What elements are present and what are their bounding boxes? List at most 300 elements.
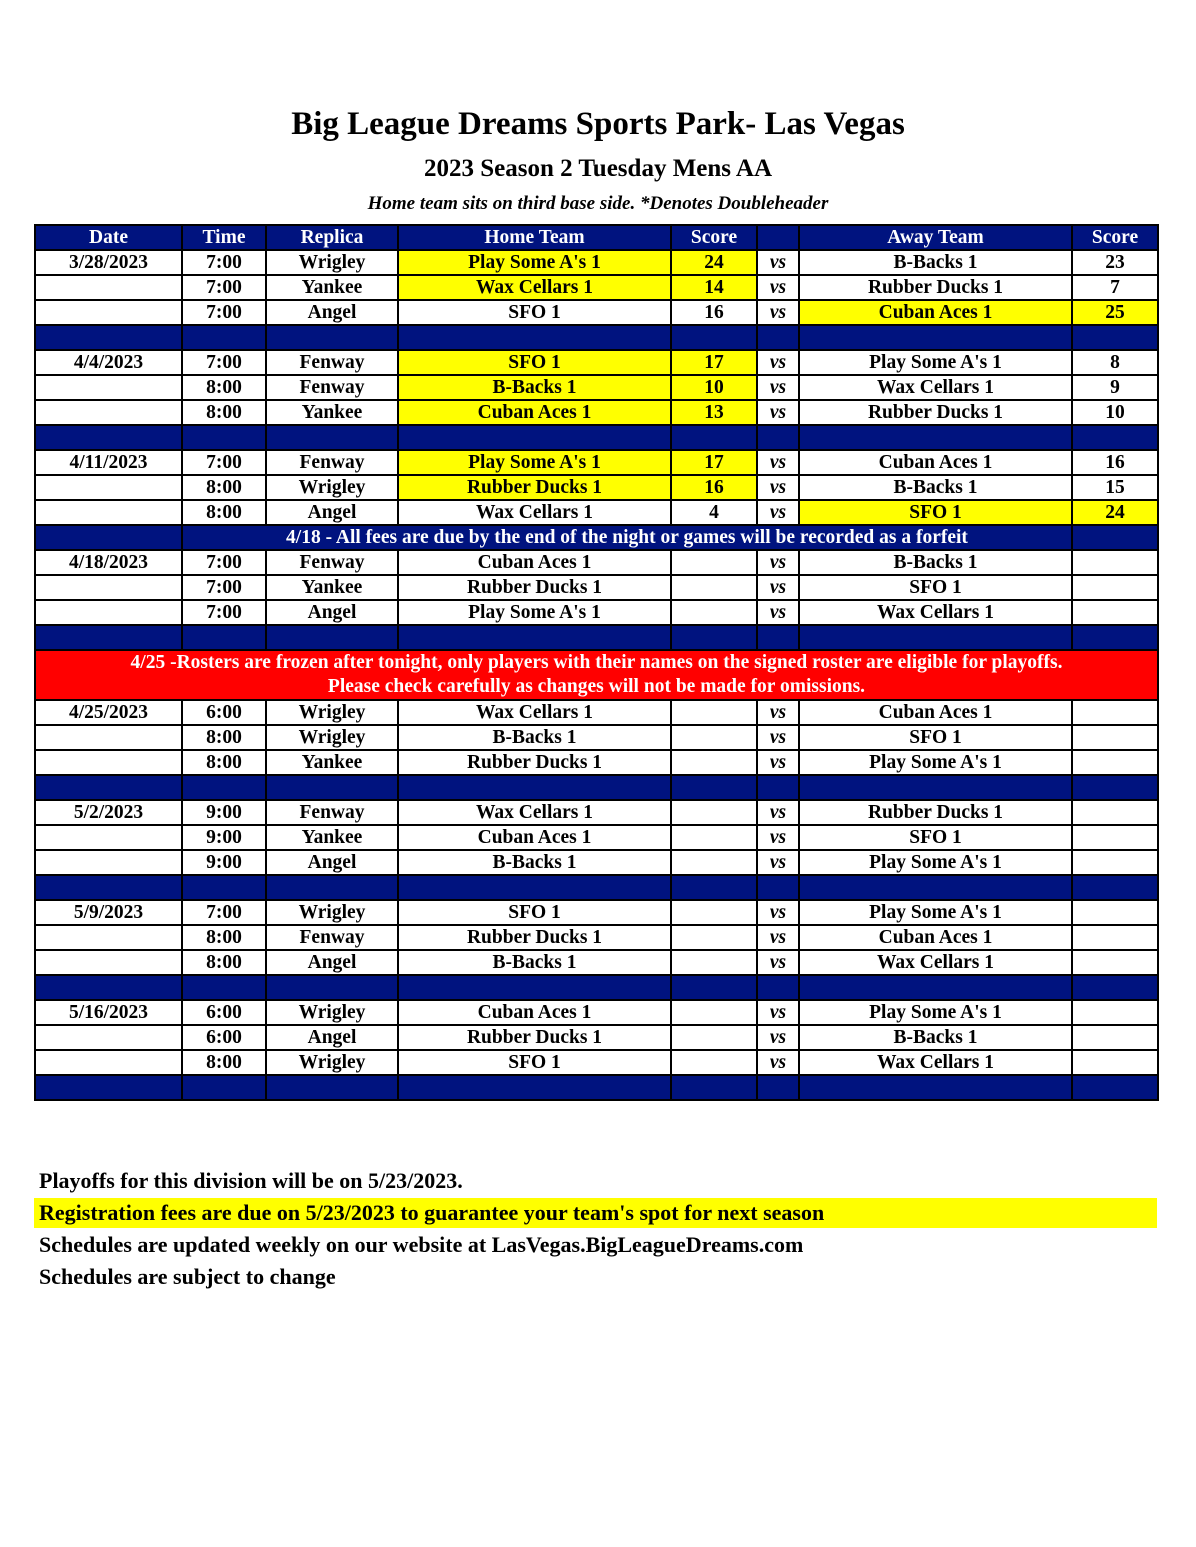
- separator-cell: [671, 425, 757, 450]
- vs-label: vs: [757, 700, 799, 725]
- away-team: Play Some A's 1: [799, 750, 1072, 775]
- game-date: 5/16/2023: [35, 1000, 182, 1025]
- away-score: [1072, 1050, 1158, 1075]
- game-time: 8:00: [182, 750, 266, 775]
- game-replica: Fenway: [266, 800, 398, 825]
- vs-label: vs: [757, 950, 799, 975]
- separator-cell: [266, 875, 398, 900]
- home-score: [671, 600, 757, 625]
- game-time: 9:00: [182, 800, 266, 825]
- game-date: [35, 750, 182, 775]
- game-row: [35, 350, 1158, 375]
- away-team: SFO 1: [799, 500, 1072, 525]
- game-row: [35, 400, 1158, 425]
- game-replica: Wrigley: [266, 700, 398, 725]
- away-score: [1072, 925, 1158, 950]
- col-home-team: Home Team: [398, 225, 671, 250]
- game-row: [35, 900, 1158, 925]
- vs-label: vs: [757, 1025, 799, 1050]
- game-row: [35, 950, 1158, 975]
- away-team: Rubber Ducks 1: [799, 400, 1072, 425]
- away-team: B-Backs 1: [799, 550, 1072, 575]
- game-time: 7:00: [182, 550, 266, 575]
- col-home-score: Score: [671, 225, 757, 250]
- game-row: [35, 250, 1158, 275]
- separator-cell: [398, 625, 671, 650]
- home-score: [671, 1025, 757, 1050]
- game-date: [35, 825, 182, 850]
- away-score: 16: [1072, 450, 1158, 475]
- notice-text: 4/18 - All fees are due by the end of the night or games will be recorded as a forfeit: [182, 525, 1072, 550]
- col-date: Date: [35, 225, 182, 250]
- vs-label: vs: [757, 500, 799, 525]
- game-time: 8:00: [182, 950, 266, 975]
- game-date: [35, 600, 182, 625]
- home-score: [671, 900, 757, 925]
- game-row: [35, 800, 1158, 825]
- home-score: 24: [671, 250, 757, 275]
- away-score: 25: [1072, 300, 1158, 325]
- game-replica: Wrigley: [266, 1000, 398, 1025]
- vs-label: vs: [757, 400, 799, 425]
- separator-cell: [1072, 775, 1158, 800]
- game-row: [35, 475, 1158, 500]
- home-score: [671, 1050, 757, 1075]
- home-team: Wax Cellars 1: [398, 700, 671, 725]
- separator-row: [35, 775, 1158, 800]
- game-replica: Wrigley: [266, 250, 398, 275]
- home-team: Cuban Aces 1: [398, 400, 671, 425]
- game-row: [35, 375, 1158, 400]
- game-date: 4/25/2023: [35, 700, 182, 725]
- away-score: [1072, 900, 1158, 925]
- game-row: [35, 600, 1158, 625]
- separator-cell: [757, 325, 799, 350]
- separator-cell: [671, 1075, 757, 1100]
- home-score: [671, 800, 757, 825]
- game-time: 8:00: [182, 1050, 266, 1075]
- away-score: 24: [1072, 500, 1158, 525]
- game-replica: Fenway: [266, 375, 398, 400]
- separator-row: [35, 1075, 1158, 1100]
- separator-cell: [799, 625, 1072, 650]
- home-team: SFO 1: [398, 1050, 671, 1075]
- game-date: [35, 475, 182, 500]
- separator-cell: [398, 975, 671, 1000]
- home-team: Wax Cellars 1: [398, 800, 671, 825]
- away-score: 9: [1072, 375, 1158, 400]
- game-replica: Wrigley: [266, 1050, 398, 1075]
- away-team: Play Some A's 1: [799, 350, 1072, 375]
- separator-cell: [35, 975, 182, 1000]
- separator-cell: [671, 325, 757, 350]
- game-row: [35, 550, 1158, 575]
- game-replica: Angel: [266, 600, 398, 625]
- game-replica: Angel: [266, 850, 398, 875]
- game-date: [35, 1050, 182, 1075]
- game-replica: Fenway: [266, 925, 398, 950]
- separator-cell: [799, 875, 1072, 900]
- game-row: [35, 750, 1158, 775]
- alert-row: [35, 650, 1158, 700]
- home-score: 4: [671, 500, 757, 525]
- game-date: [35, 725, 182, 750]
- away-score: 10: [1072, 400, 1158, 425]
- vs-label: vs: [757, 575, 799, 600]
- home-score: [671, 850, 757, 875]
- game-date: 4/18/2023: [35, 550, 182, 575]
- separator-cell: [757, 1075, 799, 1100]
- away-team: Wax Cellars 1: [799, 950, 1072, 975]
- game-replica: Angel: [266, 300, 398, 325]
- game-row: [35, 1050, 1158, 1075]
- separator-cell: [182, 325, 266, 350]
- game-replica: Fenway: [266, 550, 398, 575]
- away-score: [1072, 1000, 1158, 1025]
- separator-cell: [757, 875, 799, 900]
- separator-cell: [799, 975, 1072, 1000]
- game-time: 8:00: [182, 725, 266, 750]
- away-team: Wax Cellars 1: [799, 1050, 1072, 1075]
- game-date: [35, 850, 182, 875]
- away-score: [1072, 950, 1158, 975]
- separator-cell: [757, 625, 799, 650]
- game-time: 6:00: [182, 1025, 266, 1050]
- vs-label: vs: [757, 925, 799, 950]
- vs-label: vs: [757, 550, 799, 575]
- game-time: 7:00: [182, 250, 266, 275]
- away-team: Cuban Aces 1: [799, 700, 1072, 725]
- game-time: 9:00: [182, 850, 266, 875]
- game-date: [35, 275, 182, 300]
- separator-cell: [671, 625, 757, 650]
- registration-note: Registration fees are due on 5/23/2023 to guarantee your team's spot for next season: [34, 1198, 1157, 1228]
- game-row: [35, 700, 1158, 725]
- home-team: Rubber Ducks 1: [398, 475, 671, 500]
- separator-cell: [35, 875, 182, 900]
- roster-alert-line-2: Please check carefully as changes will not be made for omissions.: [327, 676, 866, 697]
- separator-cell: [182, 1075, 266, 1100]
- schedule-body: [35, 250, 1158, 1100]
- home-team: SFO 1: [398, 350, 671, 375]
- game-replica: Angel: [266, 500, 398, 525]
- separator-cell: [398, 1075, 671, 1100]
- game-time: 7:00: [182, 600, 266, 625]
- away-score: 15: [1072, 475, 1158, 500]
- separator-row: [35, 625, 1158, 650]
- away-score: [1072, 800, 1158, 825]
- separator-cell: [1072, 625, 1158, 650]
- game-time: 7:00: [182, 275, 266, 300]
- home-team: Wax Cellars 1: [398, 275, 671, 300]
- game-date: [35, 1025, 182, 1050]
- website-note: Schedules are updated weekly on our website at LasVegas.BigLeagueDreams.com: [39, 1232, 804, 1257]
- separator-cell: [671, 875, 757, 900]
- vs-label: vs: [757, 1050, 799, 1075]
- roster-alert-line-1: 4/25 -Rosters are frozen after tonight, only players with their names on the signed roster are eligible for playoffs.: [130, 652, 1063, 673]
- vs-label: vs: [757, 800, 799, 825]
- away-score: 23: [1072, 250, 1158, 275]
- separator-cell: [182, 625, 266, 650]
- vs-label: vs: [757, 300, 799, 325]
- separator-cell: [799, 325, 1072, 350]
- separator-cell: [671, 775, 757, 800]
- separator-cell: [35, 775, 182, 800]
- away-team: B-Backs 1: [799, 1025, 1072, 1050]
- away-score: [1072, 725, 1158, 750]
- separator-row: [35, 875, 1158, 900]
- separator-cell: [35, 325, 182, 350]
- away-score: [1072, 750, 1158, 775]
- home-team: Wax Cellars 1: [398, 500, 671, 525]
- home-team: Cuban Aces 1: [398, 825, 671, 850]
- separator-cell: [1072, 875, 1158, 900]
- home-team: Rubber Ducks 1: [398, 1025, 671, 1050]
- away-team: Rubber Ducks 1: [799, 275, 1072, 300]
- away-team: Rubber Ducks 1: [799, 800, 1072, 825]
- notice-row: [35, 525, 1158, 550]
- home-team: Cuban Aces 1: [398, 1000, 671, 1025]
- home-team: SFO 1: [398, 900, 671, 925]
- separator-cell: [799, 1075, 1072, 1100]
- game-row: [35, 825, 1158, 850]
- home-score: [671, 950, 757, 975]
- page-subtitle: 2023 Season 2 Tuesday Mens AA: [424, 155, 772, 182]
- notice-cell: [1072, 525, 1158, 550]
- header-row: [35, 225, 1158, 250]
- away-score: 8: [1072, 350, 1158, 375]
- game-replica: Yankee: [266, 750, 398, 775]
- home-score: [671, 575, 757, 600]
- separator-cell: [266, 775, 398, 800]
- away-team: B-Backs 1: [799, 250, 1072, 275]
- away-team: Play Some A's 1: [799, 850, 1072, 875]
- game-row: [35, 500, 1158, 525]
- game-replica: Angel: [266, 950, 398, 975]
- separator-cell: [757, 975, 799, 1000]
- game-date: [35, 950, 182, 975]
- game-row: [35, 1000, 1158, 1025]
- col-replica: Replica: [266, 225, 398, 250]
- home-score: 17: [671, 450, 757, 475]
- home-score: [671, 550, 757, 575]
- home-team: Play Some A's 1: [398, 600, 671, 625]
- home-team: SFO 1: [398, 300, 671, 325]
- playoffs-note: Playoffs for this division will be on 5/23/2023.: [39, 1168, 463, 1193]
- roster-alert: [35, 650, 1158, 700]
- game-replica: Wrigley: [266, 725, 398, 750]
- game-time: 8:00: [182, 475, 266, 500]
- separator-cell: [182, 775, 266, 800]
- game-time: 7:00: [182, 450, 266, 475]
- separator-cell: [799, 775, 1072, 800]
- separator-cell: [182, 875, 266, 900]
- home-score: 16: [671, 300, 757, 325]
- home-score: [671, 725, 757, 750]
- game-replica: Wrigley: [266, 475, 398, 500]
- away-team: Wax Cellars 1: [799, 375, 1072, 400]
- separator-cell: [757, 775, 799, 800]
- vs-label: vs: [757, 1000, 799, 1025]
- game-row: [35, 275, 1158, 300]
- separator-cell: [1072, 425, 1158, 450]
- game-row: [35, 725, 1158, 750]
- vs-label: vs: [757, 475, 799, 500]
- vs-label: vs: [757, 900, 799, 925]
- change-note: Schedules are subject to change: [39, 1264, 336, 1289]
- game-time: 7:00: [182, 900, 266, 925]
- home-score: 10: [671, 375, 757, 400]
- away-score: [1072, 825, 1158, 850]
- game-row: [35, 850, 1158, 875]
- away-team: Cuban Aces 1: [799, 450, 1072, 475]
- vs-label: vs: [757, 750, 799, 775]
- away-score: [1072, 600, 1158, 625]
- game-replica: Yankee: [266, 575, 398, 600]
- away-score: 7: [1072, 275, 1158, 300]
- separator-cell: [266, 325, 398, 350]
- separator-row: [35, 975, 1158, 1000]
- col-time: Time: [182, 225, 266, 250]
- separator-cell: [398, 425, 671, 450]
- game-time: 7:00: [182, 575, 266, 600]
- away-team: B-Backs 1: [799, 475, 1072, 500]
- game-date: [35, 300, 182, 325]
- vs-label: vs: [757, 850, 799, 875]
- home-team: B-Backs 1: [398, 950, 671, 975]
- separator-cell: [266, 625, 398, 650]
- home-team: Rubber Ducks 1: [398, 925, 671, 950]
- game-row: [35, 300, 1158, 325]
- home-score: 13: [671, 400, 757, 425]
- separator-cell: [266, 975, 398, 1000]
- schedule-table: [34, 224, 1159, 1101]
- game-replica: Wrigley: [266, 900, 398, 925]
- game-date: [35, 575, 182, 600]
- game-date: [35, 925, 182, 950]
- vs-label: vs: [757, 600, 799, 625]
- vs-label: vs: [757, 275, 799, 300]
- game-row: [35, 1025, 1158, 1050]
- home-score: [671, 925, 757, 950]
- home-team: Rubber Ducks 1: [398, 750, 671, 775]
- game-time: 8:00: [182, 400, 266, 425]
- separator-cell: [398, 875, 671, 900]
- separator-row: [35, 425, 1158, 450]
- page-title: Big League Dreams Sports Park- Las Vegas: [291, 106, 905, 142]
- game-row: [35, 925, 1158, 950]
- game-replica: Yankee: [266, 275, 398, 300]
- vs-label: vs: [757, 450, 799, 475]
- game-date: 5/9/2023: [35, 900, 182, 925]
- away-team: Cuban Aces 1: [799, 300, 1072, 325]
- game-time: 7:00: [182, 300, 266, 325]
- separator-cell: [35, 425, 182, 450]
- game-time: 6:00: [182, 1000, 266, 1025]
- home-score: [671, 750, 757, 775]
- vs-label: vs: [757, 725, 799, 750]
- away-score: [1072, 575, 1158, 600]
- game-date: 4/4/2023: [35, 350, 182, 375]
- away-team: Play Some A's 1: [799, 1000, 1072, 1025]
- separator-cell: [35, 1075, 182, 1100]
- game-date: 4/11/2023: [35, 450, 182, 475]
- away-team: Wax Cellars 1: [799, 600, 1072, 625]
- home-team: B-Backs 1: [398, 725, 671, 750]
- away-score: [1072, 700, 1158, 725]
- separator-cell: [1072, 325, 1158, 350]
- away-team: Cuban Aces 1: [799, 925, 1072, 950]
- away-score: [1072, 850, 1158, 875]
- game-row: [35, 450, 1158, 475]
- game-replica: Angel: [266, 1025, 398, 1050]
- separator-row: [35, 325, 1158, 350]
- away-team: SFO 1: [799, 825, 1072, 850]
- away-score: [1072, 1025, 1158, 1050]
- home-score: [671, 700, 757, 725]
- game-time: 8:00: [182, 925, 266, 950]
- separator-cell: [266, 425, 398, 450]
- game-date: 5/2/2023: [35, 800, 182, 825]
- separator-cell: [398, 325, 671, 350]
- col-vs: [757, 225, 799, 250]
- vs-label: vs: [757, 350, 799, 375]
- separator-cell: [671, 975, 757, 1000]
- vs-label: vs: [757, 250, 799, 275]
- vs-label: vs: [757, 375, 799, 400]
- game-date: [35, 500, 182, 525]
- game-time: 8:00: [182, 500, 266, 525]
- game-replica: Yankee: [266, 400, 398, 425]
- notice-cell: [35, 525, 182, 550]
- away-team: SFO 1: [799, 725, 1072, 750]
- game-date: [35, 400, 182, 425]
- game-row: [35, 575, 1158, 600]
- home-team: Play Some A's 1: [398, 250, 671, 275]
- game-date: [35, 375, 182, 400]
- separator-cell: [799, 425, 1072, 450]
- col-away-score: Score: [1072, 225, 1158, 250]
- game-replica: Yankee: [266, 825, 398, 850]
- game-time: 9:00: [182, 825, 266, 850]
- separator-cell: [1072, 975, 1158, 1000]
- separator-cell: [35, 625, 182, 650]
- game-date: 3/28/2023: [35, 250, 182, 275]
- separator-cell: [182, 975, 266, 1000]
- away-team: SFO 1: [799, 575, 1072, 600]
- game-time: 6:00: [182, 700, 266, 725]
- home-team: Play Some A's 1: [398, 450, 671, 475]
- game-replica: Fenway: [266, 450, 398, 475]
- away-team: Play Some A's 1: [799, 900, 1072, 925]
- col-away-team: Away Team: [799, 225, 1072, 250]
- separator-cell: [398, 775, 671, 800]
- home-score: [671, 1000, 757, 1025]
- game-time: 8:00: [182, 375, 266, 400]
- seating-note: Home team sits on third base side. *Denotes Doubleheader: [367, 193, 829, 214]
- away-score: [1072, 550, 1158, 575]
- home-score: 16: [671, 475, 757, 500]
- separator-cell: [266, 1075, 398, 1100]
- game-replica: Fenway: [266, 350, 398, 375]
- home-team: Rubber Ducks 1: [398, 575, 671, 600]
- home-score: 14: [671, 275, 757, 300]
- separator-cell: [1072, 1075, 1158, 1100]
- game-time: 7:00: [182, 350, 266, 375]
- separator-cell: [757, 425, 799, 450]
- home-team: B-Backs 1: [398, 375, 671, 400]
- separator-cell: [182, 425, 266, 450]
